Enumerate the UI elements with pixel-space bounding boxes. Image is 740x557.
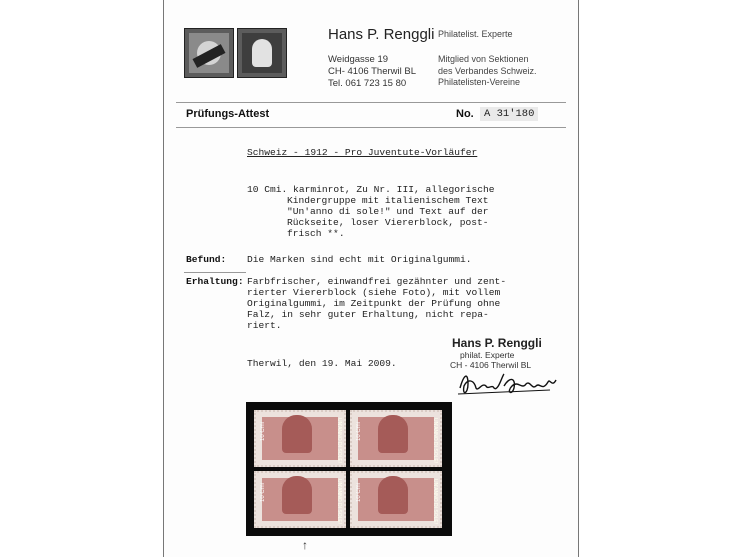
divider — [176, 127, 566, 128]
up-arrow-icon: ↑ — [302, 538, 308, 552]
expert-name: Hans P. Renggli — [328, 26, 435, 43]
stamp-logo-left — [184, 28, 234, 78]
expert-stamp-name: Hans P. Renggli — [452, 336, 542, 350]
stamp-bottom-right: 10 Cmi UN'ANNO DI SOLE! — [350, 471, 442, 528]
certificate-number: A 31'180 — [480, 107, 538, 121]
expert-memberships: Mitglied von Sektionen des Verbandes Schweiz. Philatelisten-Vereine — [438, 54, 537, 87]
certificate-heading: Schweiz - 1912 - Pro Juventute-Vorläufer — [247, 147, 478, 158]
befund-text: Die Marken sind echt mit Originalgummi. — [247, 254, 472, 265]
place-date: Therwil, den 19. Mai 2009. — [247, 358, 397, 369]
certificate-title: Prüfungs-Attest — [186, 108, 270, 120]
certificate-page — [163, 0, 579, 557]
expert-stamp-lines: philat. Experte CH - 4106 Therwil BL — [450, 350, 532, 370]
expert-title: Philatelist. Experte — [438, 29, 513, 39]
stamp-top-right: 10 Cmi UN'ANNO DI SOLE! — [350, 410, 442, 467]
befund-label: Befund: — [186, 254, 227, 265]
erhaltung-label: Erhaltung: — [186, 276, 244, 287]
divider — [184, 272, 246, 273]
stamp-logo-right — [237, 28, 287, 78]
stamp-bottom-left: 10 Cmi UN'ANNO DI SOLE! — [254, 471, 346, 528]
stamp-top-left: 10 Cmi UN'ANNO DI SOLE! — [254, 410, 346, 467]
certificate-number-label: No. — [456, 108, 474, 120]
divider — [176, 102, 566, 103]
signature — [454, 368, 564, 400]
stamp-block-photo — [246, 402, 452, 536]
description: 10 Cmi. karminrot, Zu Nr. III, allegorische Kindergruppe mit italienischem Text "Un'anno di sole!" und Text auf der Rückseite, loser Viererblock, post- frisch **. — [247, 184, 495, 239]
erhaltung-text: Farbfrischer, einwandfrei gezähnter und zent- rierter Viererblock (siehe Foto), mit vollem Originalgummi, im Zeitpunkt der Prüfung ohne Falz, in sehr guter Erhaltung, nicht repa- riert. — [247, 276, 507, 331]
expert-address: Weidgasse 19 CH- 4106 Therwil BL Tel. 061 723 15 80 — [328, 54, 417, 89]
